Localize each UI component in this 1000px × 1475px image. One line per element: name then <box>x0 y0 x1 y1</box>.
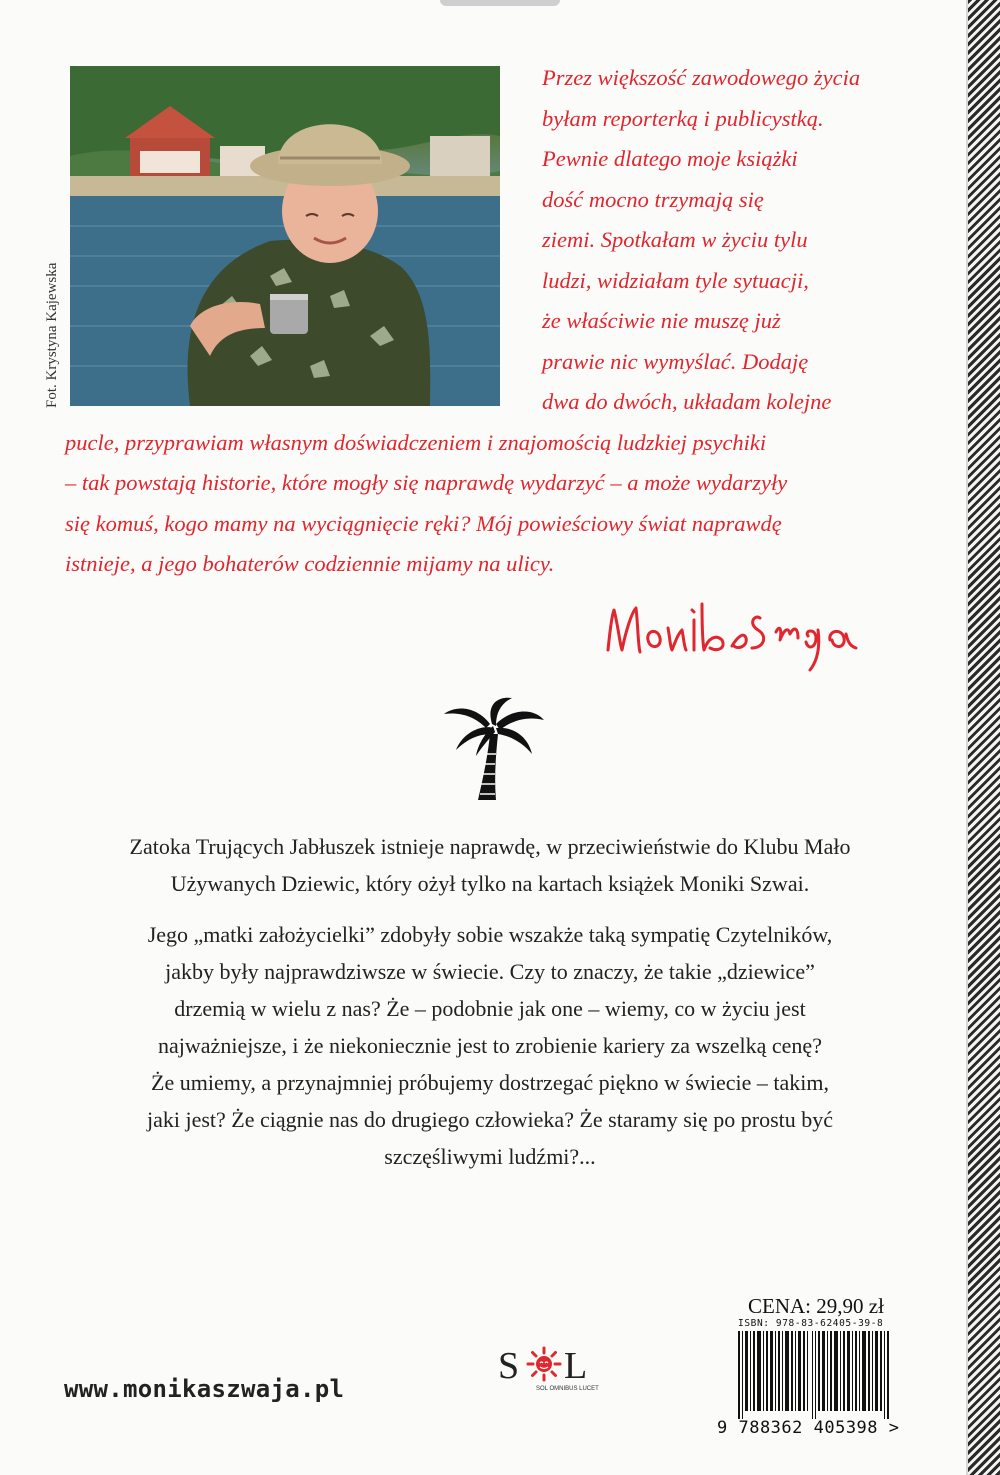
book-spine-edge <box>968 0 1000 1475</box>
quote-line: byłam reporterką i publicystką. <box>542 105 824 131</box>
blurb-line: jakby były najprawdziwsze w świecie. Czy to znaczy, że takie „dziewice” <box>165 959 815 984</box>
quote-line: istnieje, a jego bohaterów codziennie mijamy na ulicy. <box>65 551 555 576</box>
quote-line: się komuś, kogo mamy na wyciągnięcie ręki? Mój powieściowy świat naprawdę <box>65 510 782 536</box>
back-cover-blurb <box>60 828 920 1189</box>
quote-line: ludzi, widziałam tyle sytuacji, <box>542 267 809 293</box>
blurb-paragraph <box>60 916 920 1175</box>
logo-letter-l: L <box>564 1345 588 1387</box>
blurb-line: jaki jest? Że ciągnie nas do drugiego człowieka? Że staramy się po prostu być <box>146 1107 834 1132</box>
quote-line: Przez większość zawodowego życia <box>542 65 861 90</box>
quote-line: Pewnie dlatego moje książki <box>542 146 798 171</box>
blurb-line: Jego „matki założycielki” zdobyły sobie wszakże taką sympatię Czytelników, <box>147 922 833 947</box>
quote-line: ziemi. Spotkałam w życiu tylu <box>542 227 808 252</box>
quote-line: prawie nic wymyślać. Dodaję <box>542 348 809 374</box>
blurb-line: Używanych Dziewic, który ożył tylko na kartach książek Moniki Szwai. <box>170 871 810 896</box>
quote-line: dość mocno trzymają się <box>542 186 764 212</box>
logo-letter-s: S <box>498 1345 520 1387</box>
quote-line: pucle, przyprawiam własnym doświadczeniem i znajomością ludzkiej psychiki <box>65 429 767 455</box>
blurb-line: najważniejsze, i że niekoniecznie jest to zrobienie kariery za wszelką cenę? <box>158 1033 822 1058</box>
blurb-line: szczęśliwymi ludźmi?... <box>384 1144 596 1169</box>
palm-tree-icon <box>438 694 548 804</box>
top-edge-mark <box>440 0 560 6</box>
price-label: CENA: 29,90 zł <box>748 1294 884 1318</box>
quote-line: – tak powstają historie, które mogły się naprawdę wydarzyć – a może wydarzyły <box>65 470 788 495</box>
blurb-paragraph <box>60 828 920 902</box>
blurb-line: drzemią w wielu z nas? Że – podobnie jak one – wiemy, co w życiu jest <box>174 996 806 1021</box>
blurb-line: Że umiemy, a przynajmniej próbujemy dostrzegać piękno w świecie – takim, <box>151 1070 829 1095</box>
isbn-barcode <box>738 1331 898 1431</box>
isbn-label: ISBN: 978-83-62405-39-8 <box>738 1318 884 1329</box>
publisher-logo <box>498 1344 608 1396</box>
barcode-digits: 9 788362 405398 > <box>717 1418 900 1438</box>
author-quote <box>60 58 910 585</box>
logo-tagline: SOL OMNIBUS LUCET <box>536 1386 599 1392</box>
author-website-link[interactable]: www.monikaszwaja.pl <box>64 1375 345 1403</box>
author-signature <box>598 590 868 680</box>
quote-line: dwa do dwóch, układam kolejne <box>542 389 832 414</box>
quote-line: że właściwie nie muszę już <box>542 308 781 333</box>
sun-icon <box>526 1346 562 1382</box>
photo-credit: Fot. Krystyna Kajewska <box>44 262 60 408</box>
blurb-line: Zatoka Trujących Jabłuszek istnieje naprawdę, w przeciwieństwie do Klubu Mało <box>129 834 851 859</box>
